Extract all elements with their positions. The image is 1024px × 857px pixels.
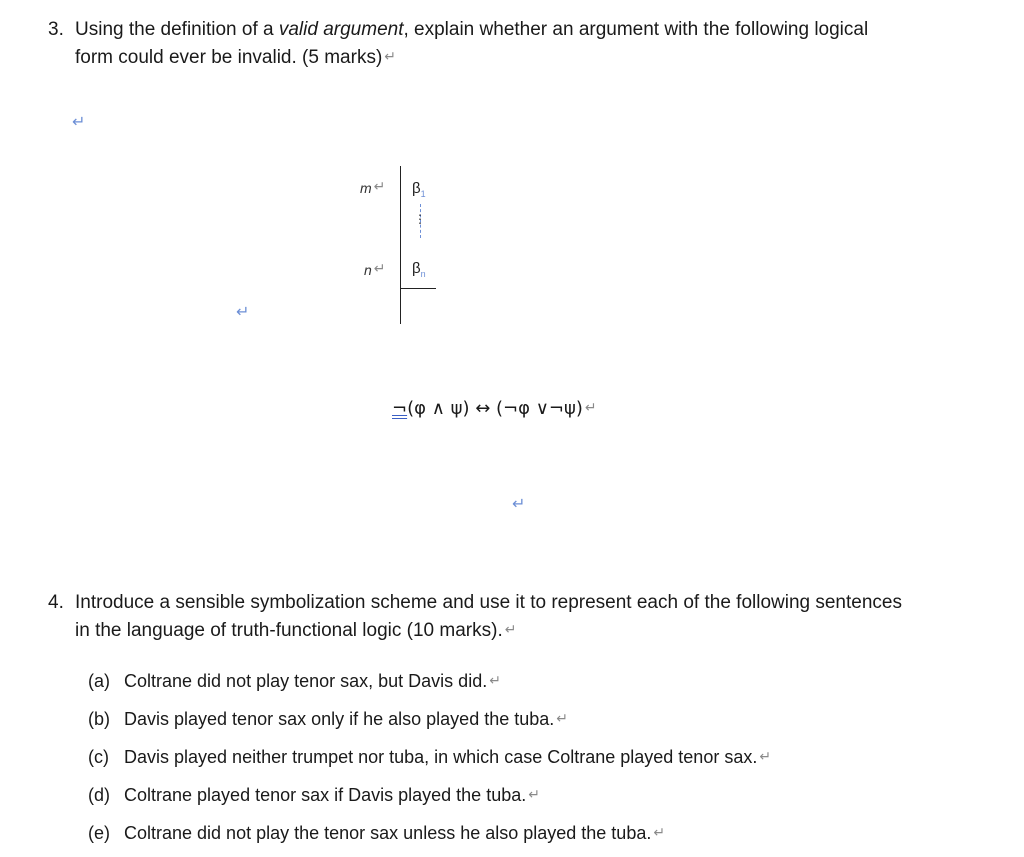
q3-line-1-pre: Using the definition of a: [75, 19, 279, 40]
paragraph-mark-icon: ↵: [584, 400, 597, 416]
proof-premise-top: [412, 180, 426, 199]
proof-vertical-line: [400, 166, 401, 324]
list-item: [88, 823, 665, 844]
q3-line-1-post: , explain whether an argument with the following logical: [403, 19, 869, 40]
paragraph-mark-icon: ↵: [653, 824, 666, 840]
q4-line-1: Introduce a sensible symbolization scheme and use it to represent each of the following sentences: [75, 592, 902, 613]
q4-line-2: [75, 616, 516, 644]
proof-label-n: [364, 260, 386, 278]
proof-label-m-text: m: [360, 180, 372, 196]
paragraph-mark-icon: ↵: [489, 672, 501, 688]
list-item-label: (a): [88, 671, 110, 691]
list-item-label: (b): [88, 709, 110, 729]
q3-line-2: [75, 43, 396, 71]
proof-label-m: [360, 178, 385, 196]
conclusion-formula: [392, 398, 597, 419]
q3-line-1: [75, 16, 868, 43]
beta-top-symbol: β: [412, 180, 421, 197]
list-item: [88, 785, 540, 806]
paragraph-mark-icon: ↵: [72, 114, 86, 131]
paragraph-mark-icon: ↵: [512, 496, 526, 513]
q3-number: 3.: [48, 19, 64, 40]
list-item: [88, 747, 771, 768]
beta-bottom-symbol: β: [412, 260, 421, 277]
formula-body: (φ ∧ ψ) ↔ (¬φ ∨¬ψ): [407, 398, 583, 419]
paragraph-mark-icon: ↵: [236, 304, 250, 321]
paragraph-mark-icon: ↵: [504, 621, 517, 637]
list-item-label: (d): [88, 785, 110, 805]
proof-label-n-text: n: [364, 262, 372, 278]
paragraph-mark-icon: ↵: [373, 178, 386, 194]
proof-vdots: ⋮: [414, 212, 426, 226]
paragraph-mark-icon: ↵: [528, 786, 540, 802]
q4-number: 4.: [48, 592, 64, 613]
list-item-label: (e): [88, 823, 110, 843]
formula-negation: ¬: [392, 398, 408, 419]
q4-line-2-text: in the language of truth-functional logic (10 marks).: [75, 620, 503, 641]
paragraph-mark-icon: ↵: [373, 260, 386, 276]
proof-premise-bottom: [412, 260, 426, 279]
paragraph-mark-icon: ↵: [556, 710, 568, 726]
list-item-text: Coltrane did not play tenor sax, but Davis did.: [124, 671, 488, 691]
list-item-text: Coltrane did not play the tenor sax unless he also played the tuba.: [124, 823, 652, 843]
list-item-label: (c): [88, 747, 109, 767]
list-item: [88, 671, 501, 692]
beta-top-subscript: 1: [420, 189, 426, 199]
list-item-text: Davis played tenor sax only if he also played the tuba.: [124, 709, 555, 729]
list-item-text: Coltrane played tenor sax if Davis played the tuba.: [124, 785, 527, 805]
paragraph-mark-icon: ↵: [384, 48, 397, 64]
list-item: [88, 709, 568, 730]
list-item-text: Davis played neither trumpet nor tuba, in which case Coltrane played tenor sax.: [124, 747, 758, 767]
beta-bottom-subscript: n: [420, 269, 426, 279]
q3-term-valid-argument: valid argument: [278, 19, 404, 40]
paragraph-mark-icon: ↵: [759, 748, 772, 764]
q3-line-2-text: form could ever be invalid. (5 marks): [75, 47, 383, 68]
proof-conclusion-line: [400, 288, 436, 289]
